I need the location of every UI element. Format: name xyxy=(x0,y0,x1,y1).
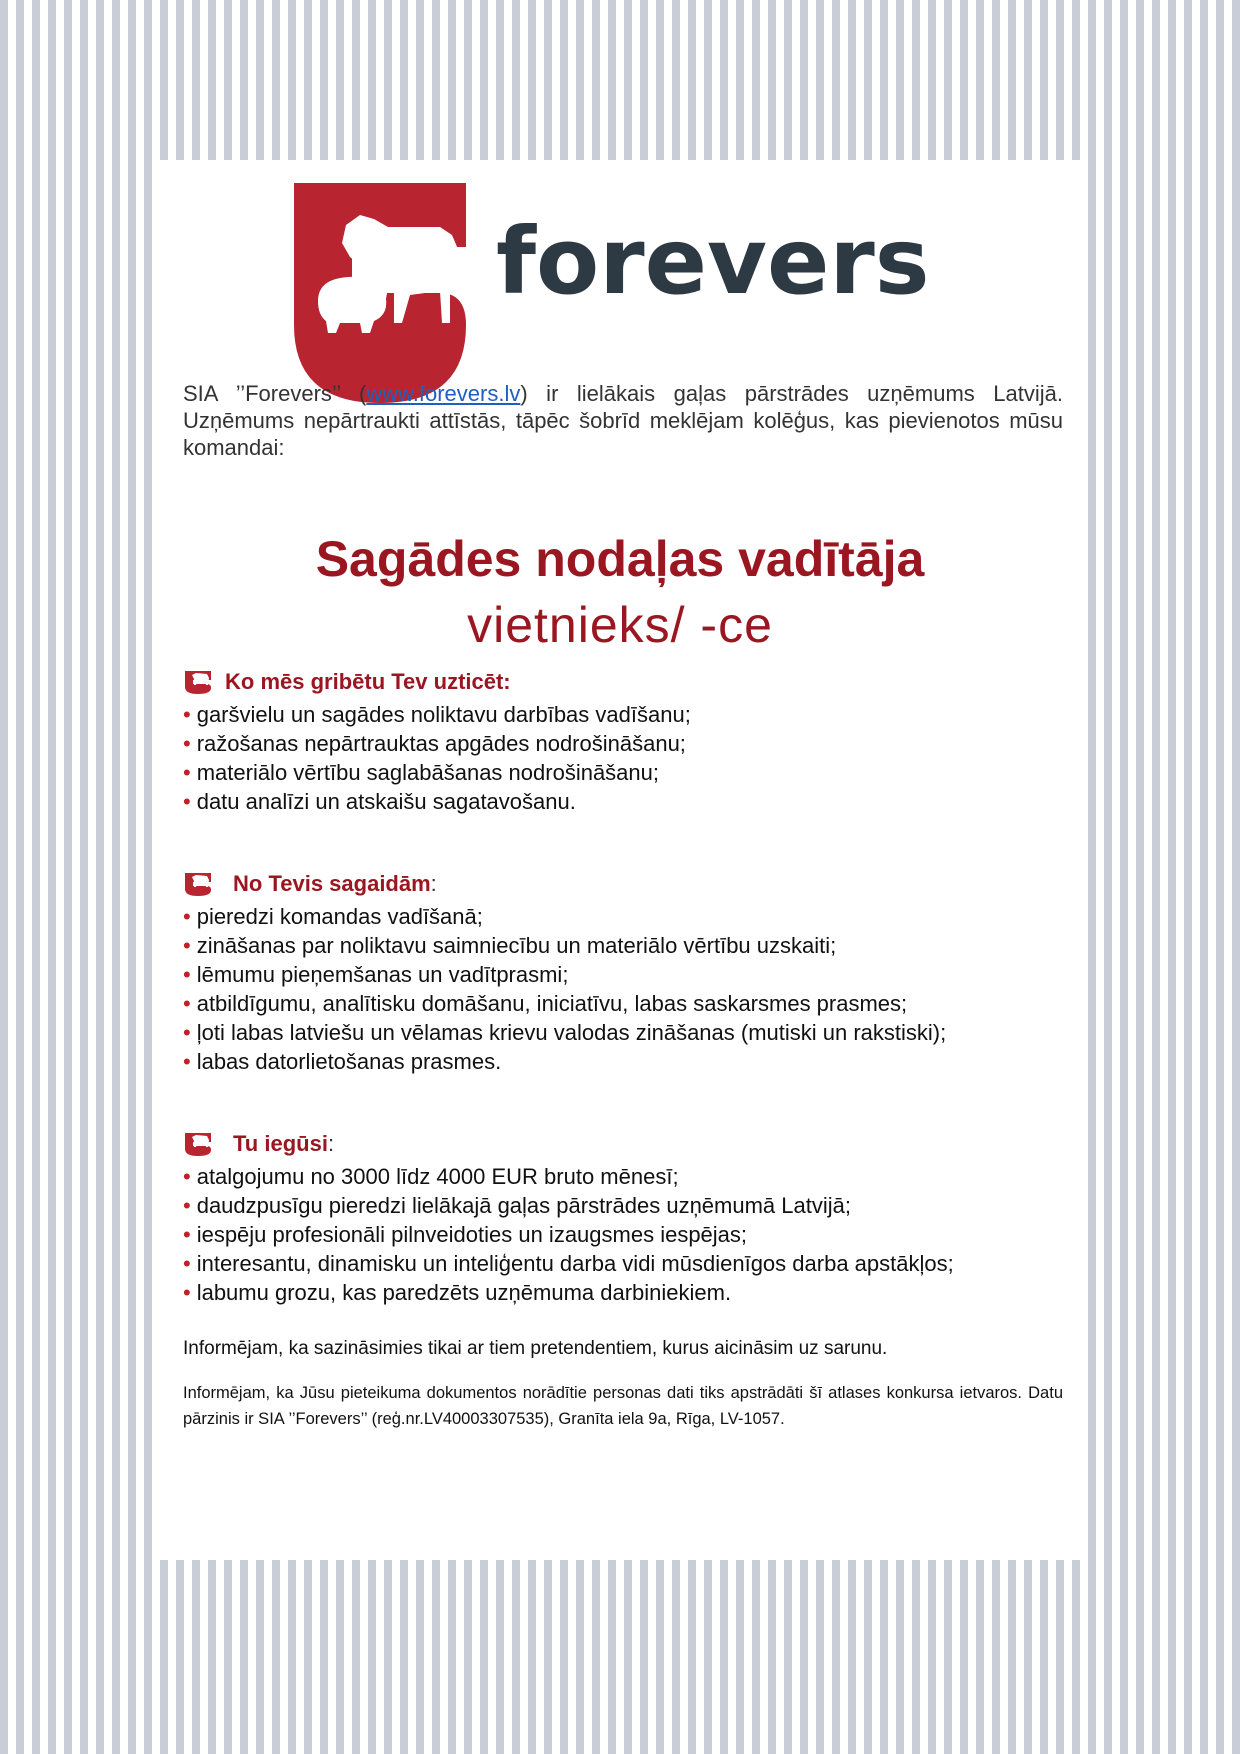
list-item: • ļoti labas latviešu un vēlamas krievu valodas zināšanas (mutiski un rakstiski); xyxy=(183,1020,947,1045)
list-item: • garšvielu un sagādes noliktavu darbības vadīšanu; xyxy=(183,702,691,727)
logo-wordmark: forevers xyxy=(496,208,930,315)
section-title-suffix: : xyxy=(327,1131,335,1156)
section-benefits xyxy=(183,1126,1083,1307)
privacy-note: Informējam, ka Jūsu pieteikuma dokumentos norādītie personas dati tiks apstrādāti šī atlases konkursa ietvaros. Datu pārzinis ir SIA ’’Forevers’’ (reģ.nr.LV40003307535), Granīta iela 9a, Rīga, LV-1057. xyxy=(183,1384,1063,1428)
requirements-list xyxy=(183,902,1083,1076)
list-item: • zināšanas par noliktavu saimniecību un materiālo vērtību uzskaiti; xyxy=(183,933,837,958)
forevers-logo xyxy=(290,175,930,405)
section-responsibilities xyxy=(183,664,1083,816)
forevers-mark-icon xyxy=(183,871,213,897)
responsibilities-list xyxy=(183,700,1083,816)
section-heading xyxy=(183,1126,1083,1162)
section-title: Tu iegūsi xyxy=(233,1131,328,1156)
intro-prefix: SIA ’’Forevers’’ ( xyxy=(183,381,367,406)
list-item: • atalgojumu no 3000 līdz 4000 EUR bruto mēnesī; xyxy=(183,1164,679,1189)
section-heading xyxy=(183,866,1083,902)
list-item: • labumu grozu, kas paredzēts uzņēmuma darbiniekiem. xyxy=(183,1280,732,1305)
list-item: • labas datorlietošanas prasmes. xyxy=(183,1049,502,1074)
job-title-line2: vietnieks/ -ce xyxy=(467,597,773,653)
list-item: • pieredzi komandas vadīšanā; xyxy=(183,904,483,929)
benefits-list xyxy=(183,1162,1083,1307)
intro-suffix: ) ir lielākais gaļas pārstrādes uzņēmums Latvijā. Uzņēmums nepārtraukti attīstās, tāpēc šobrīd meklējam kolēģus, kas pievienotos mūsu komandai: xyxy=(183,381,1063,460)
intro-paragraph xyxy=(183,380,1063,461)
list-item: • atbildīgumu, analītisku domāšanu, iniciatīvu, labas saskarsmes prasmes; xyxy=(183,991,908,1016)
section-requirements xyxy=(183,866,1083,1076)
company-website-link[interactable]: www.forevers.lv xyxy=(366,381,521,406)
list-item: • datu analīzi un atskaišu sagatavošanu. xyxy=(183,789,576,814)
list-item: • iespēju profesionāli pilnveidoties un izaugsmes iespējas; xyxy=(183,1222,748,1247)
list-item: • lēmumu pieņemšanas un vadītprasmi; xyxy=(183,962,569,987)
list-item: • materiālo vērtību saglabāšanas nodrošināšanu; xyxy=(183,760,659,785)
section-title-suffix: : xyxy=(430,871,437,896)
job-title-line1: Sagādes nodaļas vadītāja xyxy=(315,531,925,587)
list-item: • interesantu, dinamisku un inteliģentu darba vidi mūsdienīgos darba apstākļos; xyxy=(183,1251,954,1276)
section-heading xyxy=(183,664,1083,700)
contact-note: Informējam, ka sazināsimies tikai ar tiem pretendentiem, kurus aicināsim uz sarunu. xyxy=(183,1338,888,1359)
section-title: Ko mēs gribētu Tev uzticēt: xyxy=(225,669,511,694)
section-title: No Tevis sagaidām xyxy=(233,871,431,896)
forevers-mark-icon xyxy=(183,669,213,695)
list-item: • daudzpusīgu pieredzi lielākajā gaļas pārstrādes uzņēmumā Latvijā; xyxy=(183,1193,851,1218)
forevers-mark-icon xyxy=(183,1131,213,1157)
list-item: • ražošanas nepārtrauktas apgādes nodrošināšanu; xyxy=(183,731,686,756)
